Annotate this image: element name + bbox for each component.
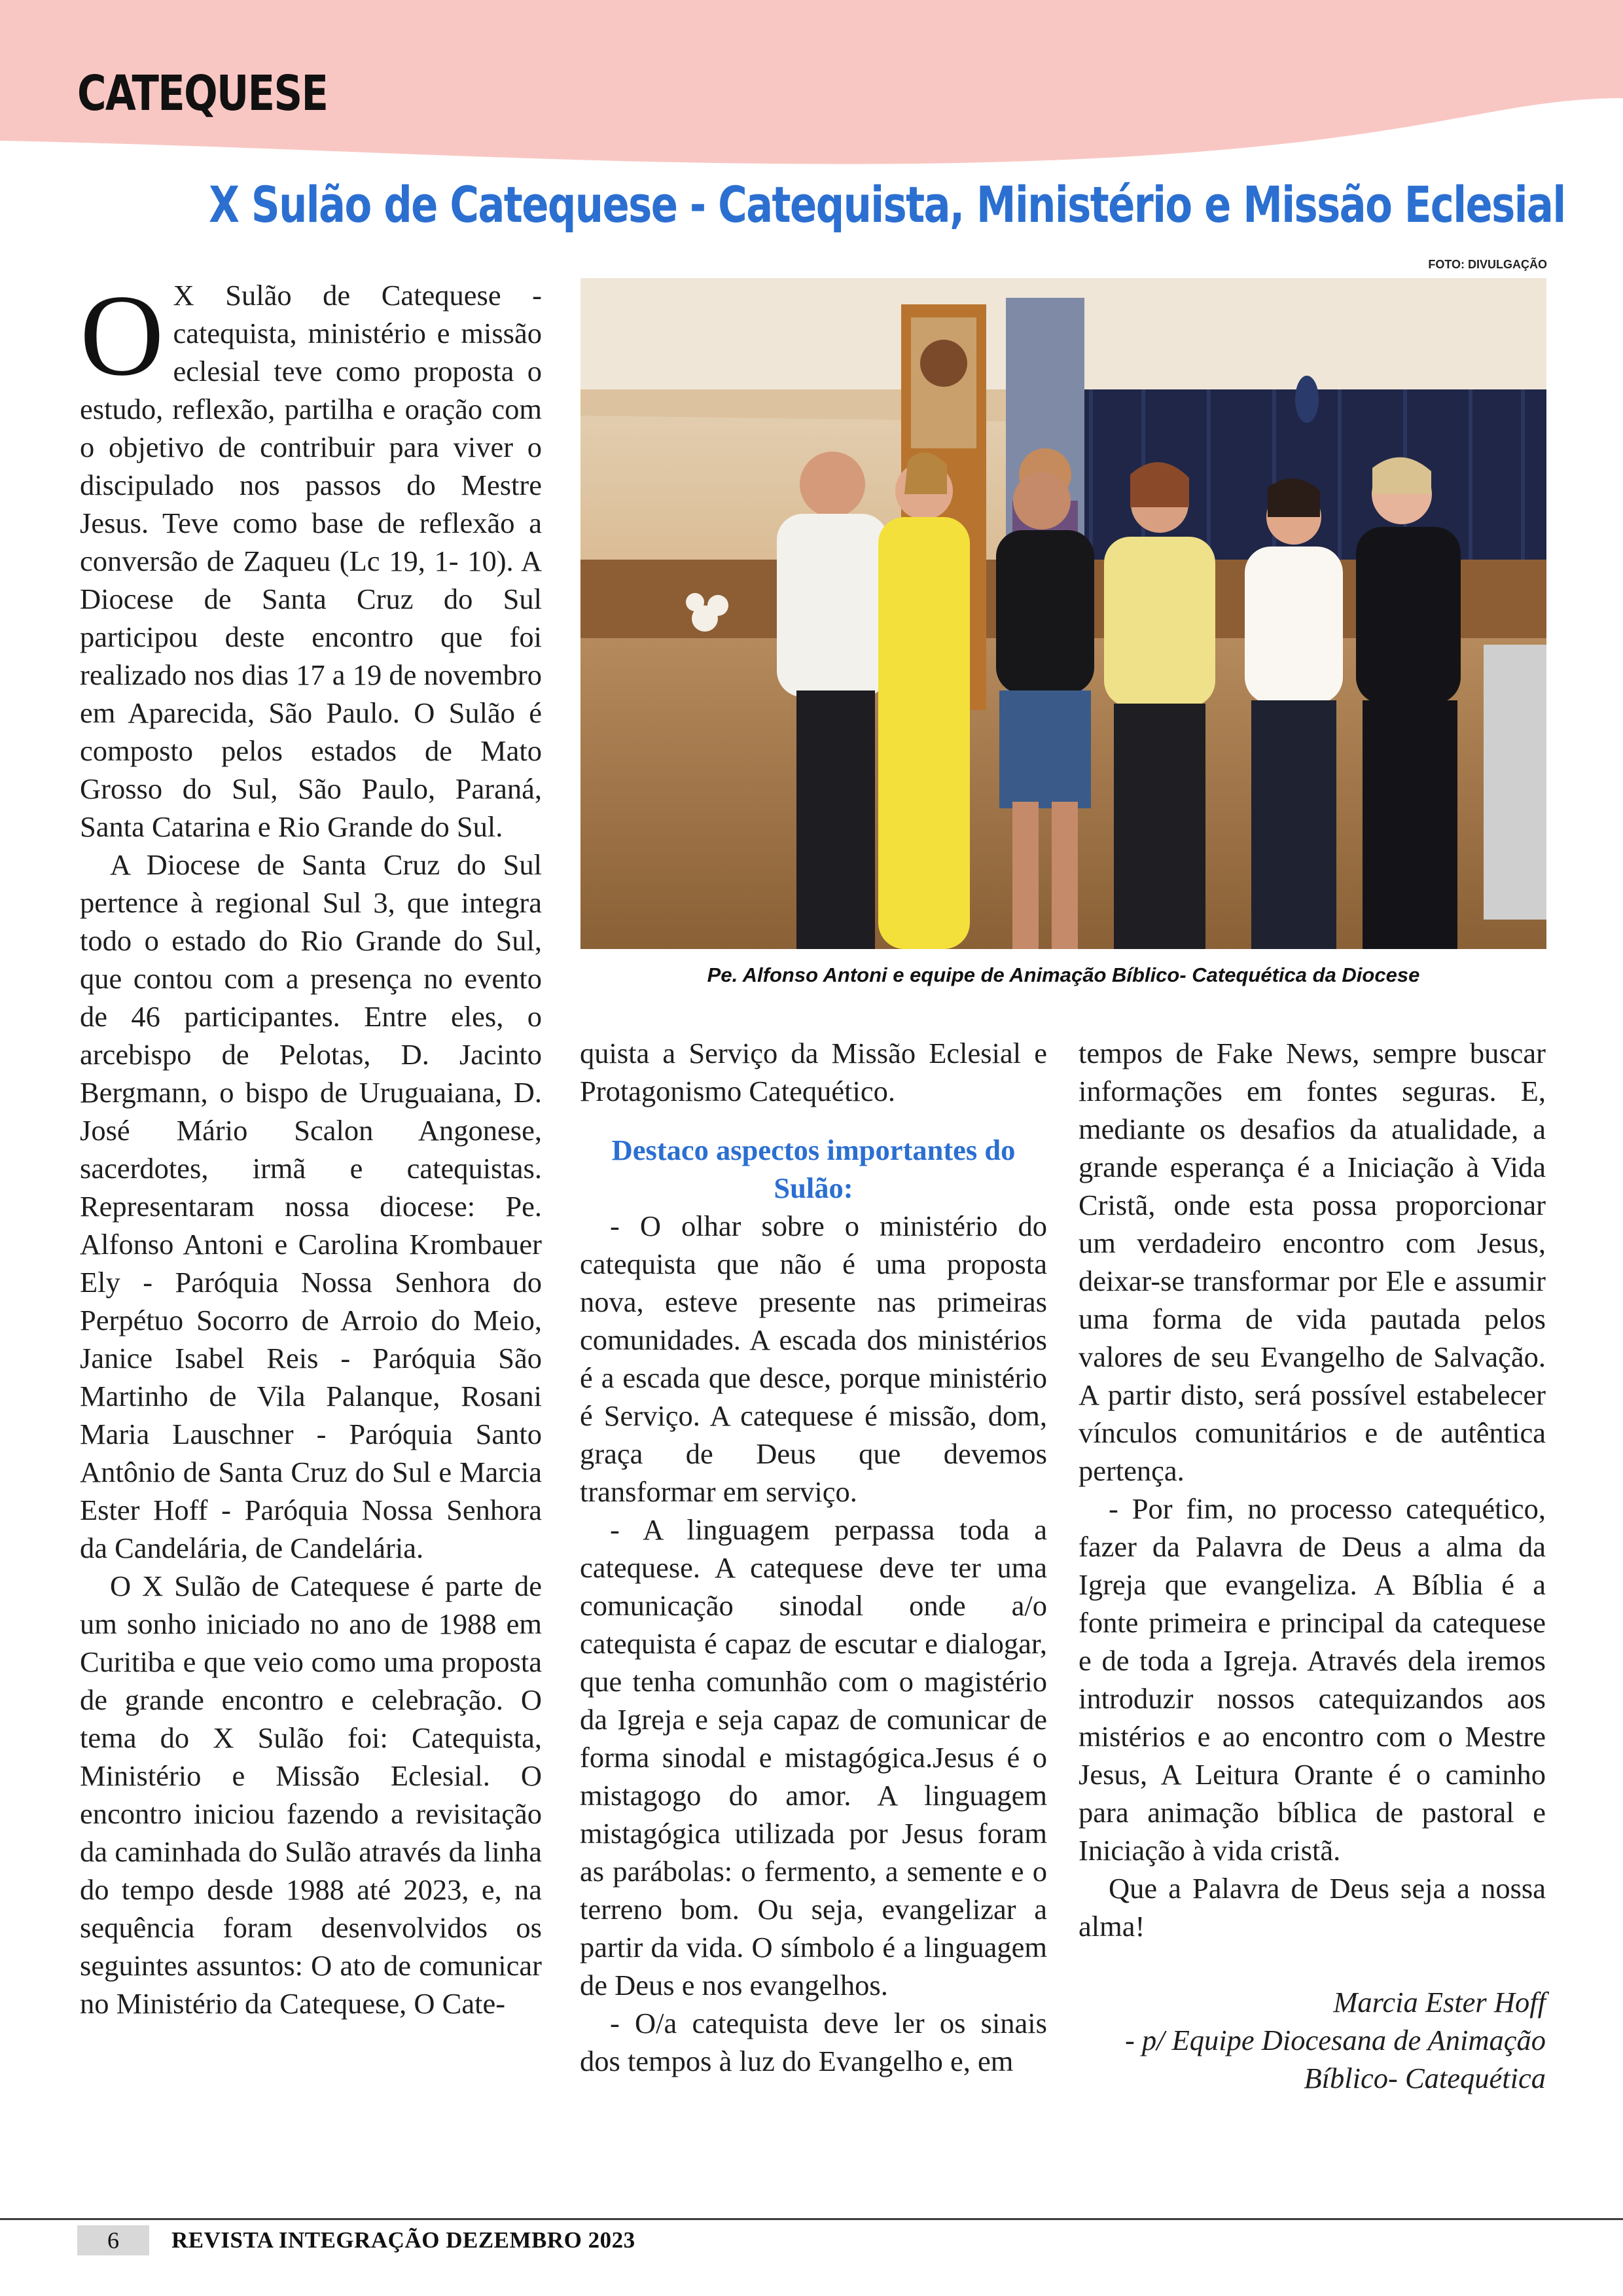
article-title: X Sulão de Catequese - Catequista, Ministério e Missão Eclesial [209,175,1565,234]
article-paragraph: - O/a catequista deve ler os sinais dos tempos à luz do Evangelho e, em [580,2007,1047,2077]
article-paragraph: O X Sulão de Catequese - catequista, ministério e missão eclesial teve como proposta o estudo, reflexão, partilha e oração com o objetivo de contribuir para viver o discipulado nos passos do Mestre Jesus. Teve como base de reflexão a conversão de Zaqueu (Lc 19, 1- 10). A Diocese de Santa Cruz do Sul participou deste encontro que foi realizado nos dias 17 a 19 de novembro em Aparecida, São Paulo. O Sulão é composto pelos estados de Mato Grosso do Sul, São Paulo, Paraná, Santa Catarina e Rio Grande do Sul. [80,270,542,843]
drop-cap: O [80,270,164,400]
article-column-3 [1079,1034,1546,2097]
photo-caption: Pe. Alfonso Antoni e equipe de Animação Bíblico- Catequética da Diocese [707,963,1420,986]
footer-divider [0,2218,1623,2220]
article-column-2 [580,1034,1047,2080]
article-paragraph: O X Sulão de Catequese é parte de um sonho iniciado no ano de 1988 em Curitiba e que veio como uma proposta de grande encontro e celebração. O tema do X Sulão foi: Catequista, Ministério e Missão Eclesial. O encontro iniciou fazendo a revisitação da caminhada do Sulão através da linha do tempo desde 1988 até 2023, e, na sequência foram desenvolvidos os seguintes assuntos: O ato de comunicar no Ministério da Catequese, O Cate- [80,1570,542,2020]
footer-publication: REVISTA INTEGRAÇÃO DEZEMBRO 2023 [171,2227,635,2253]
photo-credit: FOTO: DIVULGAÇÃO [1428,258,1547,271]
article-paragraph: - A linguagem perpassa toda a catequese. A catequese deve ter uma comunicação sinodal onde a/o catequista é capaz de escutar e dialogar, que tenha comunhão com o magistério da Igreja e seja capaz de comunicar de forma sinodal e mistagógica.Jesus é o mistagogo do amor. A linguagem mistagógica utilizada por Jesus foram as parábolas: o fermento, a semente e o terreno bom. Ou seja, evangelizar a partir da vida. O símbolo é a linguagem de Deus e nos evangelhos. [580,1513,1047,2001]
article-paragraph: - O olhar sobre o ministério do catequista que não é uma proposta nova, esteve presente nas primeiras comunidades. A escada dos ministérios é a escada que desce, porque ministério é Serviço. A catequese é missão, dom, graça de Deus que devemos transformar em serviço. [580,1210,1047,1508]
article-paragraph: tempos de Fake News, sempre buscar informações em fontes seguras. E, mediante os desafios da atualidade, a grande esperança é a Iniciação à Vida Cristã, onde esta possa proporcionar um verdadeiro encontro com Jesus, deixar-se transformar por Ele e assumir uma forma de vida pautada pelos valores de seu Evangelho de Salvação. A partir disto, será possível estabelecer vínculos comunitários e de autêntica pertença. [1079,1037,1546,1487]
article-paragraph: A Diocese de Santa Cruz do Sul pertence à regional Sul 3, que integra todo o estado do Rio Grande do Sul, que contou com a presença no evento de 46 participantes. Entre eles, o arcebispo de Pelotas, D. Jacinto Bergmann, o bispo de Uruguaiana, D. José Mário Scalon Angonese, sacerdotes, irmã e catequistas. Representaram nossa diocese: Pe. Alfonso Antoni e Carolina Krombauer Ely - Paróquia Nossa Senhora do Perpétuo Socorro de Arroio do Meio, Janice Isabel Reis - Paróquia São Martinho de Vila Palanque, Rosani Maria Lauschner - Paróquia Santo Antônio de Santa Cruz do Sul e Marcia Ester Hoff - Paróquia Nossa Senhora da Candelária, de Candelária. [80,848,542,1564]
article-paragraph: Que a Palavra de Deus seja a nossa alma! [1079,1872,1546,1943]
subheading: Destaco aspectos importantes do Sulão: [611,1134,1016,1204]
section-label: CATEQUESE [77,65,328,122]
page-number: 6 [77,2225,149,2255]
article-column-1 [80,270,542,2022]
author-team-2: Bíblico- Catequética [1304,2062,1546,2094]
author-signature [1079,1983,1546,2097]
author-name: Marcia Ester Hoff [1333,1986,1546,2018]
group-photo [580,278,1546,949]
article-paragraph: - Por fim, no processo catequético, fazer da Palavra de Deus a alma da Igreja que evangeliza. A Bíblia é a fonte primeira e principal da catequese e de toda a Igreja. Através dela iremos introduzir nossos catequizandos aos mistérios e ao encontro com o Mestre Jesus, A Leitura Orante é o caminho para animação bíblica de pastoral e Iniciação à vida cristã. [1079,1492,1546,1867]
article-paragraph: quista a Serviço da Missão Eclesial e Protagonismo Catequético. [580,1037,1047,1107]
author-team: - p/ Equipe Diocesana de Animação [1124,2024,1546,2056]
